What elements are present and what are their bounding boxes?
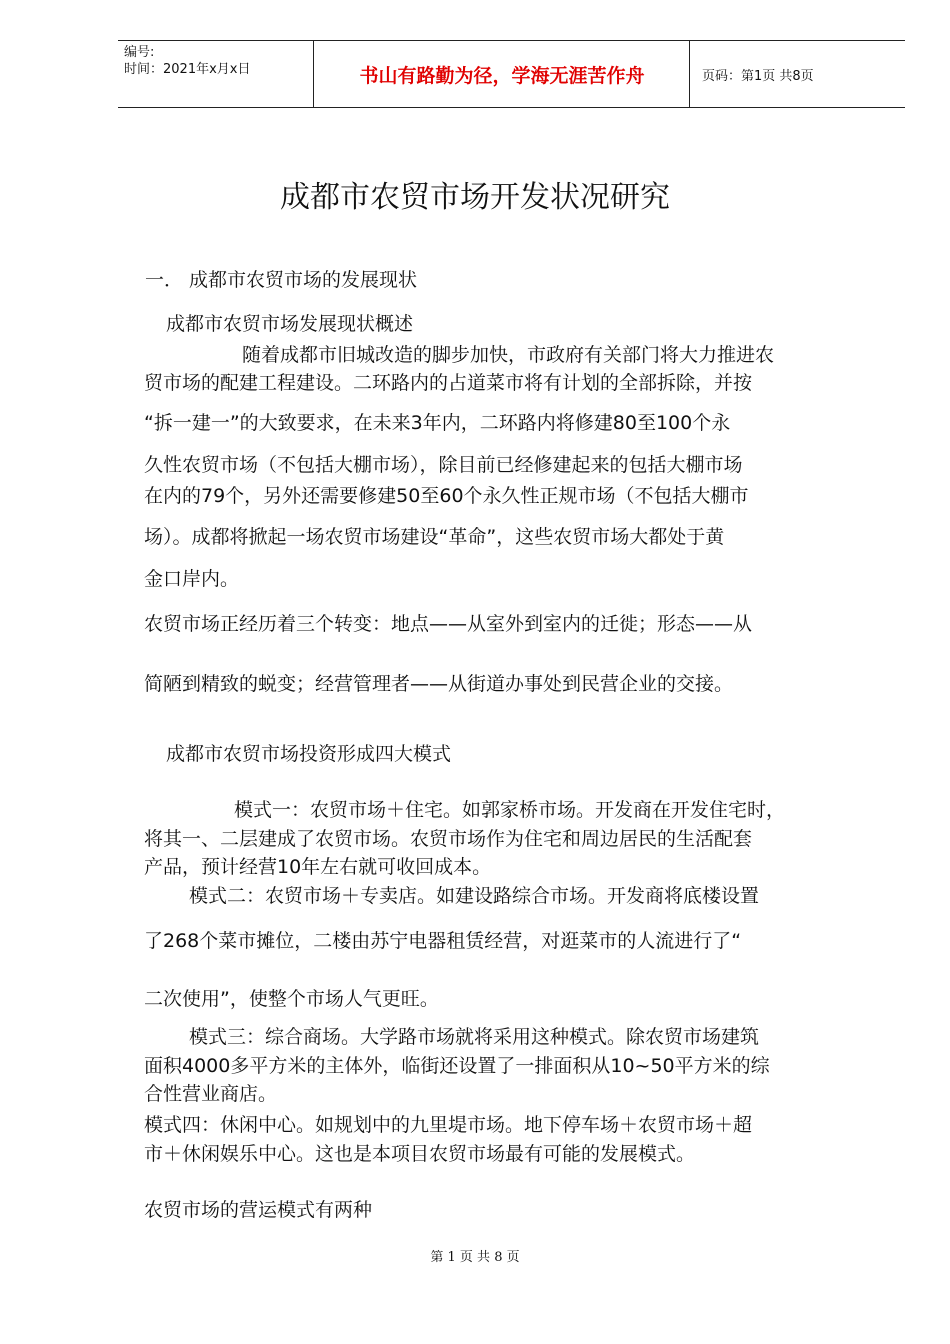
paragraph-line: 了268个菜市摊位，二楼由苏宁电器租赁经营，对逛菜市的人流进行了“ (144, 930, 742, 952)
paragraph-line: 模式三：综合商场。大学路市场就将采用这种模式。除农贸市场建筑 (189, 1026, 760, 1048)
time-label: 时间：2021年x月x日 (124, 62, 251, 77)
header-motto: 书山有路勤为径，学海无涯苦作舟 (359, 64, 645, 87)
paragraph-line: 随着成都市旧城改造的脚步加快，市政府有关部门将大力推进农 (242, 344, 775, 366)
paragraph-line: 场）。成都将掀起一场农贸市场建设“革命”，这些农贸市场大都处于黄 (144, 526, 725, 548)
page-header (118, 40, 905, 108)
serial-label: 编号: (124, 45, 155, 60)
page-footer: 第 1 页 共 8 页 (430, 1250, 520, 1265)
header-meta (118, 41, 314, 107)
document-title: 成都市农贸市场开发状况研究 (280, 180, 670, 215)
paragraph-line: 金口岸内。 (144, 568, 240, 590)
paragraph-line: 模式四：休闲中心。如规划中的九里堤市场。地下停车场＋农贸市场＋超 (144, 1114, 753, 1136)
subsection-heading: 农贸市场的营运模式有两种 (144, 1199, 373, 1221)
paragraph-line: 在内的79个，另外还需要修建50至60个永久性正规市场（不包括大棚市 (144, 485, 749, 507)
subsection-heading: 成都市农贸市场投资形成四大模式 (166, 743, 452, 765)
paragraph-line: 模式二：农贸市场＋专卖店。如建设路综合市场。开发商将底楼设置 (189, 885, 760, 907)
subsection-heading: 成都市农贸市场发展现状概述 (166, 313, 414, 335)
paragraph-line: 二次使用”，使整个市场人气更旺。 (144, 988, 439, 1010)
paragraph-line: 农贸市场正经历着三个转变：地点——从室外到室内的迁徙；形态——从 (144, 613, 753, 635)
paragraph-line: 贸市场的配建工程建设。二环路内的占道菜市将有计划的全部拆除，并按 (144, 372, 753, 394)
paragraph-line: 产品，预计经营10年左右就可收回成本。 (144, 856, 492, 878)
header-page-info: 页码：第1页 共8页 (702, 68, 814, 84)
paragraph-line: “拆一建一”的大致要求，在未来3年内，二环路内将修建80至100个永 (144, 412, 731, 434)
paragraph-line: 久性农贸市场（不包括大棚市场），除目前已经修建起来的包括大棚市场 (144, 454, 743, 476)
paragraph-line: 将其一、二层建成了农贸市场。农贸市场作为住宅和周边居民的生活配套 (144, 828, 753, 850)
paragraph-line: 合性营业商店。 (144, 1083, 278, 1105)
paragraph-line: 模式一：农贸市场＋住宅。如郭家桥市场。开发商在开发住宅时， (234, 799, 786, 821)
paragraph-line: 简陋到精致的蜕变；经营管理者——从街道办事处到民营企业的交接。 (144, 673, 734, 695)
paragraph-line: 面积4000多平方米的主体外，临街还设置了一排面积从10~50平方米的综 (144, 1055, 770, 1077)
header-motto-cell (315, 41, 690, 107)
section-heading: 一． 成都市农贸市场的发展现状 (145, 269, 418, 291)
paragraph-line: 市＋休闲娱乐中心。这也是本项目农贸市场最有可能的发展模式。 (144, 1143, 696, 1165)
